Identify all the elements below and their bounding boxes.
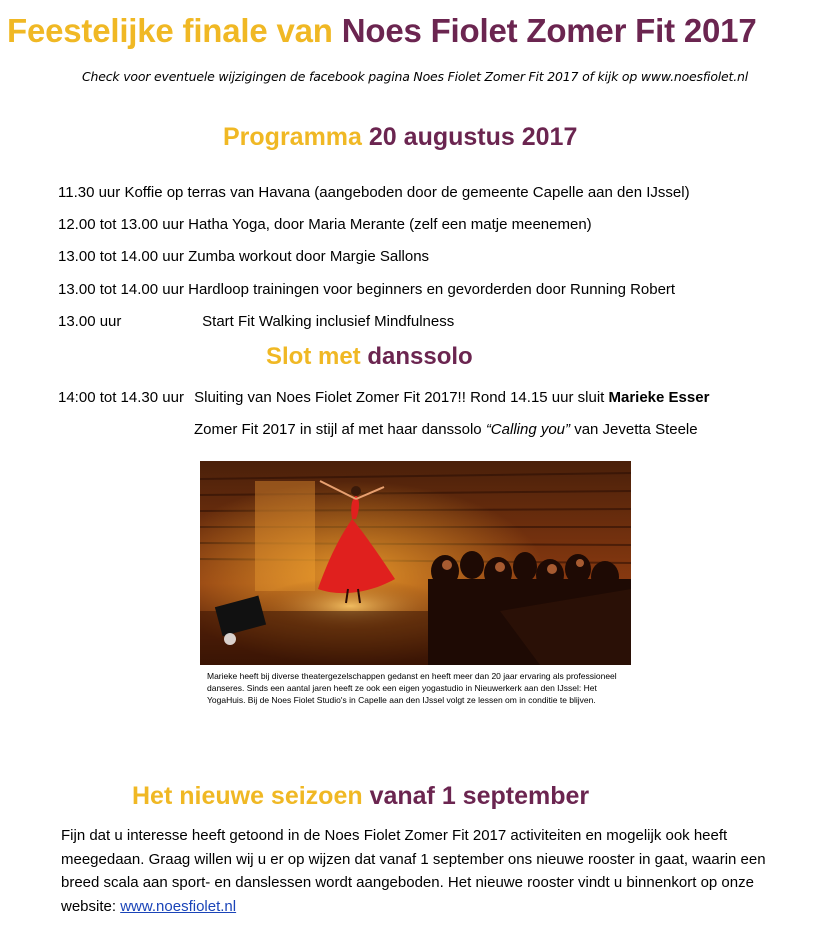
program-item [58, 184, 690, 201]
program-text: Hardloop trainingen voor beginners en gevorderden door Running Robert [188, 281, 676, 298]
title-part2: Noes Fiolet Zomer Fit 2017 [341, 12, 757, 49]
program-time: 12.00 tot 13.00 uur [58, 216, 184, 233]
programma-heading [223, 123, 577, 152]
slot-line-1 [58, 389, 709, 406]
facebook-notice: Check voor eventuele wijzigingen de facebook pagina Noes Fiolet Zomer Fit 2017 of kijk op www.noesfiolet.nl [81, 69, 749, 84]
program-time: 13.00 tot 14.00 uur [58, 281, 184, 298]
website-link[interactable]: www.noesfiolet.nl [120, 897, 237, 915]
season-paragraph [61, 824, 791, 918]
slot-heading-part1: Slot met [266, 343, 361, 370]
program-item [58, 216, 592, 233]
program-time: 13.00 tot 14.00 uur [58, 248, 184, 265]
slot-heading [266, 343, 473, 371]
program-item [58, 248, 429, 265]
program-text: Zumba workout door Margie Sallons [188, 248, 430, 265]
performer-name: Marieke Esser [608, 389, 710, 406]
slot-time: 14:00 tot 14.30 uur [58, 389, 184, 406]
dance-photo-illustration [200, 461, 631, 665]
program-time: 13.00 uur [58, 313, 122, 330]
slot-line2-post: van Jevetta Steele [574, 421, 698, 438]
photo-caption: Marieke heeft bij diverse theatergezelschappen gedanst en heeft meer dan 20 jaar ervaring als professioneel danseres. Sinds een aantal jaren heeft ze ook een eigen yogastudio in Nieuwerkerk aan den IJssel: Het YogaHuis. Bij de Noes Fiolet Studio's in Capelle aan den IJssel volgt ze lessen om in conditie te blijven. [207, 671, 617, 705]
dance-photo [200, 461, 631, 665]
slot-heading-part2: danssolo [367, 343, 473, 370]
program-time: 11.30 uur [58, 184, 121, 201]
season-heading-part2: vanaf 1 september [369, 782, 590, 810]
page-title [7, 12, 756, 50]
song-title: “Calling you” [485, 421, 571, 438]
slot-line2-pre: Zomer Fit 2017 in stijl af met haar danssolo [194, 421, 482, 438]
program-text: Koffie op terras van Havana (aangeboden door de gemeente Capelle aan den IJssel) [124, 184, 690, 201]
program-text: Hatha Yoga, door Maria Merante (zelf een matje meenemen) [188, 216, 592, 233]
slot-text: Sluiting van Noes Fiolet Zomer Fit 2017!! Rond 14.15 uur sluit [194, 389, 605, 406]
program-item [58, 313, 454, 330]
program-item [58, 281, 675, 298]
title-part1: Feestelijke finale van [7, 12, 333, 49]
programma-heading-part1: Programma [223, 123, 362, 151]
season-heading [132, 782, 589, 811]
slot-line-2 [194, 421, 698, 438]
season-heading-part1: Het nieuwe seizoen [132, 782, 363, 810]
season-text: Fijn dat u interesse heeft getoond in de Noes Fiolet Zomer Fit 2017 activiteiten en mogelijk ook heeft meegedaan. Graag willen wij u er op wijzen dat vanaf 1 september ons nieuwe rooster in gaat, waarin een breed scala aan sport- en danslessen wordt aangeboden. Het nieuwe rooster vindt u binnenkort op onze website: [61, 827, 766, 915]
program-text: Start Fit Walking inclusief Mindfulness [202, 313, 455, 330]
programma-heading-part2: 20 augustus 2017 [368, 123, 578, 151]
